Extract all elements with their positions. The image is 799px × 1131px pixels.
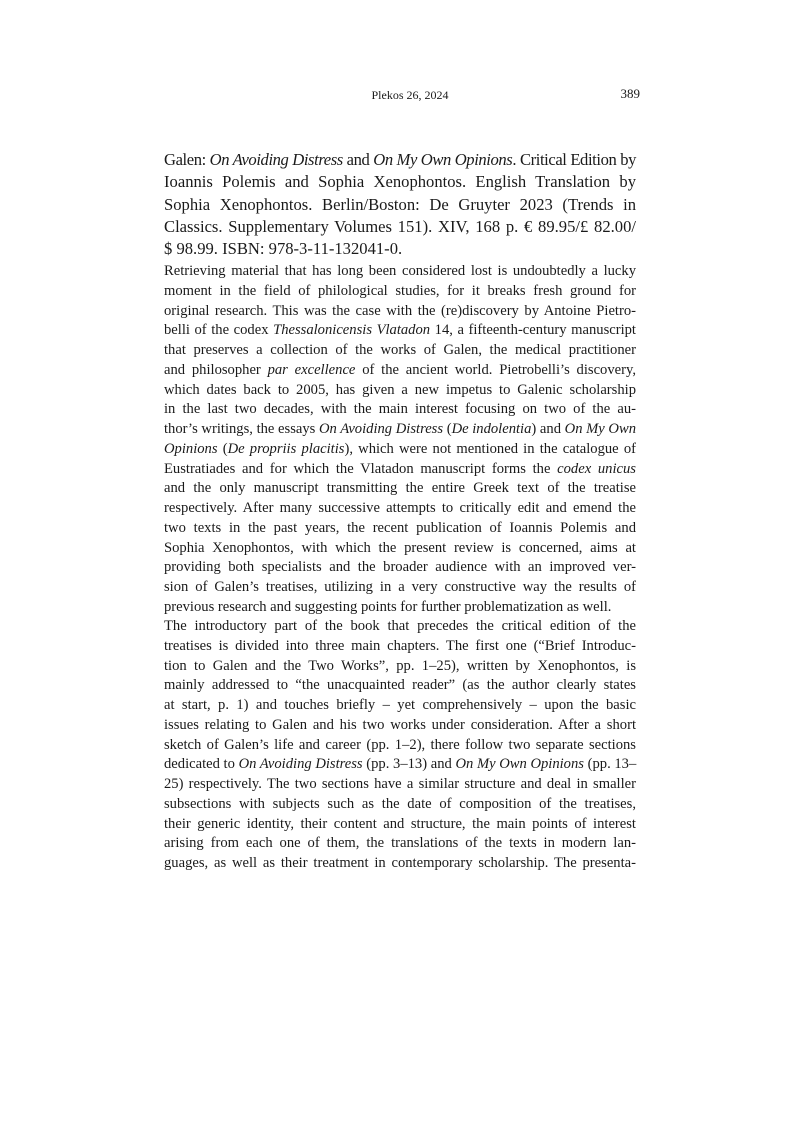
text: ) and	[531, 421, 565, 437]
text: Retrieving material that has long been considered lost is undoubtedly a lucky	[164, 263, 636, 279]
page-number: 389	[620, 86, 640, 101]
text: (	[217, 440, 228, 457]
text-line	[164, 676, 636, 696]
text-line	[164, 420, 636, 440]
text: which dates back to 2005, has given a new impetus to Galenic scholarship	[164, 381, 636, 398]
text: dedicated to	[164, 756, 239, 773]
text-line	[164, 558, 636, 578]
text-line	[164, 460, 636, 480]
review-paragraph-2	[164, 617, 636, 874]
text-line	[164, 216, 636, 238]
text-line	[164, 834, 636, 854]
text-line	[164, 657, 636, 677]
text-line	[164, 361, 636, 381]
text-line	[164, 755, 636, 775]
text-line	[164, 262, 636, 282]
text: $ 98.99. ISBN: 978-3-11-132041-0.	[164, 239, 403, 259]
text-line	[164, 194, 636, 216]
italic-text: De propriis placitis	[227, 440, 345, 457]
text-line	[164, 519, 636, 539]
text-line	[164, 282, 636, 302]
text: (pp. 3–13) and	[362, 756, 456, 773]
text: ), which were not mentioned in the catalogue of	[344, 440, 637, 457]
italic-text: On Avoiding Distress	[238, 756, 363, 773]
text: arising from each one of them, the translations of the texts in modern lan-	[164, 835, 636, 852]
text-line	[164, 696, 636, 716]
text: subsections with subjects such as the date of composition of the treatises,	[164, 795, 636, 812]
text: sketch of Galen’s life and career (pp. 1–2), there follow two separate sections	[164, 736, 636, 753]
text: 25) respectively. The two sections have a similar structure and deal in smaller	[164, 776, 636, 792]
text: previous research and suggesting points for further problematization as well.	[164, 598, 612, 615]
text-line	[164, 171, 636, 193]
text: mainly addressed to “the unacquainted reader” (as the author clearly states	[164, 677, 636, 694]
text: original research. This was the case with the (re)discovery by Antoine Pietro-	[164, 302, 636, 319]
text-line	[164, 238, 636, 260]
text-line	[164, 381, 636, 401]
text: Eustratiades and for which the Vlatadon manuscript forms the	[164, 460, 558, 477]
text: Classics. Supplementary Volumes 151). XIV, 168 p. € 89.95/£ 82.00/	[164, 216, 636, 236]
text: and the only manuscript transmitting the entire Greek text of the treatise	[164, 480, 636, 497]
text: issues relating to Galen and his two works under consideration. After a short	[164, 716, 636, 733]
italic-text: De indolentia	[451, 421, 532, 437]
text: tion to Galen and the Two Works”, pp. 1–25), written by Xenophontos, is	[164, 657, 636, 674]
italic-text: Thessalonicensis Vlatadon	[273, 322, 431, 339]
text-line	[164, 815, 636, 835]
text: and	[342, 150, 374, 169]
italic-text: On My Own	[564, 421, 636, 437]
text: providing both specialists and the broader audience with an improved ver-	[164, 559, 636, 576]
italic-text: On My Own Opinions	[373, 150, 513, 169]
text: respectively. After many successive attempts to critically edit and emend the	[164, 500, 636, 516]
italic-text: codex unicus	[557, 460, 636, 477]
text-line	[164, 440, 636, 460]
text: belli of the codex	[164, 322, 274, 339]
text: sion of Galen’s treatises, utilizing in a very constructive way the results of	[164, 579, 636, 595]
text-line	[164, 598, 636, 618]
text: in the last two decades, with the main interest focusing on two of the au-	[164, 401, 636, 418]
text: treatises is divided into three main chapters. The first one (“Brief Introduc-	[164, 637, 636, 654]
book-citation	[164, 149, 636, 260]
text: Sophia Xenophontos. Berlin/Boston: De Gruyter 2023 (Trends in	[164, 194, 636, 214]
text: The introductory part of the book that precedes the critical edition of the	[164, 618, 636, 634]
text: two texts in the past years, the recent publication of Ioannis Polemis and	[164, 519, 636, 536]
text: at start, p. 1) and touches briefly – yet comprehensively – upon the basic	[164, 697, 636, 713]
text: thor’s writings, the essays	[164, 421, 319, 437]
text-line	[164, 578, 636, 598]
text: Ioannis Polemis and Sophia Xenophontos. English Translation by	[164, 172, 636, 192]
text: (	[443, 421, 452, 437]
text-line	[164, 617, 636, 637]
text-line	[164, 854, 636, 874]
text-line	[164, 149, 636, 171]
text-line	[164, 341, 636, 361]
review-paragraph-1	[164, 262, 636, 618]
text: their generic identity, their content and structure, the main points of interest	[164, 815, 636, 832]
text: (pp. 13–	[583, 756, 637, 773]
text: . Critical Edition by	[512, 150, 636, 169]
text: Sophia Xenophontos, with which the present review is concerned, aims at	[164, 539, 636, 556]
text: guages, as well as their treatment in contemporary scholarship. The presenta-	[164, 855, 636, 871]
text: and philosopher	[164, 361, 268, 378]
text: 14, a fifteenth-century manuscript	[430, 322, 636, 339]
text: moment in the field of philological studies, for it breaks fresh ground for	[164, 282, 636, 299]
italic-text: On Avoiding Distress	[209, 150, 343, 169]
text-line	[164, 736, 636, 756]
text-line	[164, 321, 636, 341]
italic-text: On My Own Opinions	[455, 756, 584, 773]
text-line	[164, 479, 636, 499]
text: that preserves a collection of the works of Galen, the medical practitioner	[164, 342, 636, 358]
text-line	[164, 539, 636, 559]
italic-text: On Avoiding Distress	[318, 421, 444, 437]
italic-text: Opinions	[164, 440, 218, 457]
text-line	[164, 637, 636, 657]
italic-text: par excellence	[267, 361, 356, 378]
text-line	[164, 499, 636, 519]
text: of the ancient world. Pietrobelli’s discovery,	[355, 361, 636, 378]
text: Galen:	[164, 150, 210, 169]
text-line	[164, 302, 636, 322]
text-line	[164, 716, 636, 736]
text-line	[164, 400, 636, 420]
text-line	[164, 775, 636, 795]
running-head: Plekos 26, 2024	[371, 88, 449, 102]
text-line	[164, 795, 636, 815]
